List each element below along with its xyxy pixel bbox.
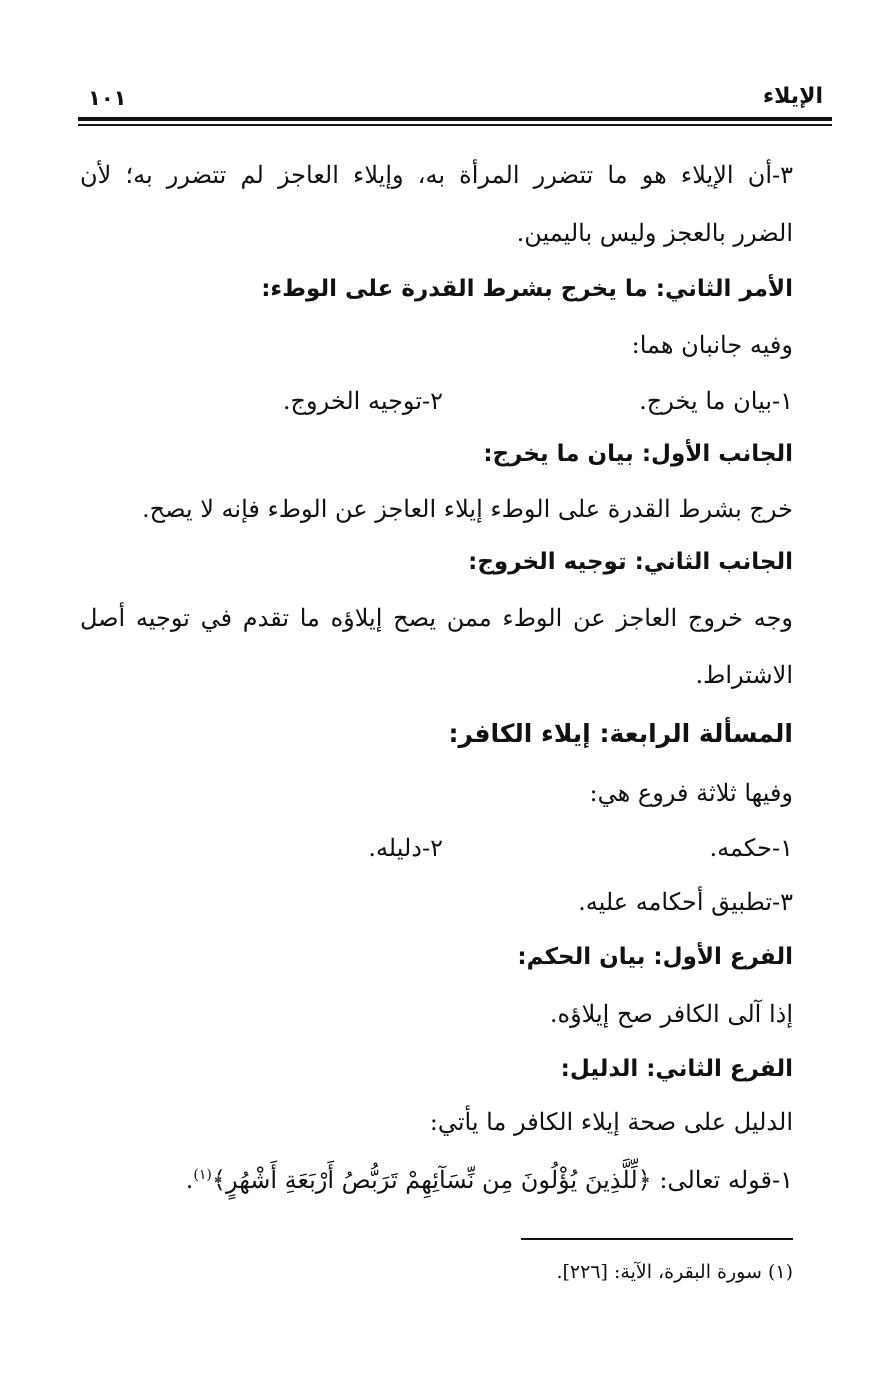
- subsection-heading: الفرع الأول: بيان الحكم:: [517, 944, 793, 970]
- paragraph-line: الاشتراط.: [695, 661, 793, 689]
- footnote-reference: (١): [193, 1167, 212, 1183]
- list-item: ١-بيان ما يخرج.: [639, 387, 793, 415]
- verse-text: ١-قوله تعالى: ﴿لِّلَّذِينَ يُؤْلُونَ مِن نِّسَآئِهِمْ تَرَبُّصُ أَرْبَعَةِ أَشْهُرٍ﴾: [211, 1166, 793, 1194]
- paragraph-line: وجه خروج العاجز عن الوطء ممن يصح إيلاؤه ما تقدم في توجيه أصل: [80, 604, 793, 632]
- header-rule-thick: [78, 117, 832, 121]
- page-number: ١٠١: [88, 86, 127, 110]
- paragraph-line: إذا آلى الكافر صح إيلاؤه.: [549, 1000, 793, 1028]
- list-item: ٢-دليله.: [368, 834, 443, 862]
- paragraph-line: الدليل على صحة إيلاء الكافر ما يأتي:: [429, 1108, 793, 1136]
- subsection-heading: الجانب الأول: بيان ما يخرج:: [483, 441, 793, 467]
- running-header-title: الإيلاء: [762, 84, 823, 109]
- list-item: ١-حكمه.: [709, 834, 793, 862]
- paragraph-line: الضرر بالعجز وليس باليمين.: [516, 219, 793, 247]
- subsection-heading: الفرع الثاني: الدليل:: [560, 1056, 793, 1082]
- footnote: (١) سورة البقرة، الآية: [٢٢٦].: [556, 1261, 793, 1283]
- paragraph-line: وفيها ثلاثة فروع هي:: [589, 779, 793, 807]
- footnote-separator: [521, 1238, 793, 1240]
- paragraph-line: وفيه جانبان هما:: [631, 331, 793, 359]
- header-rule-thin: [78, 124, 832, 126]
- paragraph-line: خرج بشرط القدرة على الوطء إيلاء العاجز عن الوطء فإنه لا يصح.: [141, 495, 793, 523]
- verse-end-punctuation: .: [185, 1166, 194, 1194]
- paragraph-line: ٣-أن الإيلاء هو ما تتضرر المرأة به، وإيلاء العاجز لم تتضرر به؛ لأن: [80, 161, 793, 189]
- section-heading: المسألة الرابعة: إيلاء الكافر:: [448, 719, 793, 748]
- quran-verse-line: [186, 1158, 793, 1197]
- section-heading: الأمر الثاني: ما يخرج بشرط القدرة على الوطء:: [261, 276, 793, 302]
- subsection-heading: الجانب الثاني: توجيه الخروج:: [468, 549, 793, 575]
- list-item: ٢-توجيه الخروج.: [282, 387, 443, 415]
- list-item: ٣-تطبيق أحكامه عليه.: [578, 888, 793, 916]
